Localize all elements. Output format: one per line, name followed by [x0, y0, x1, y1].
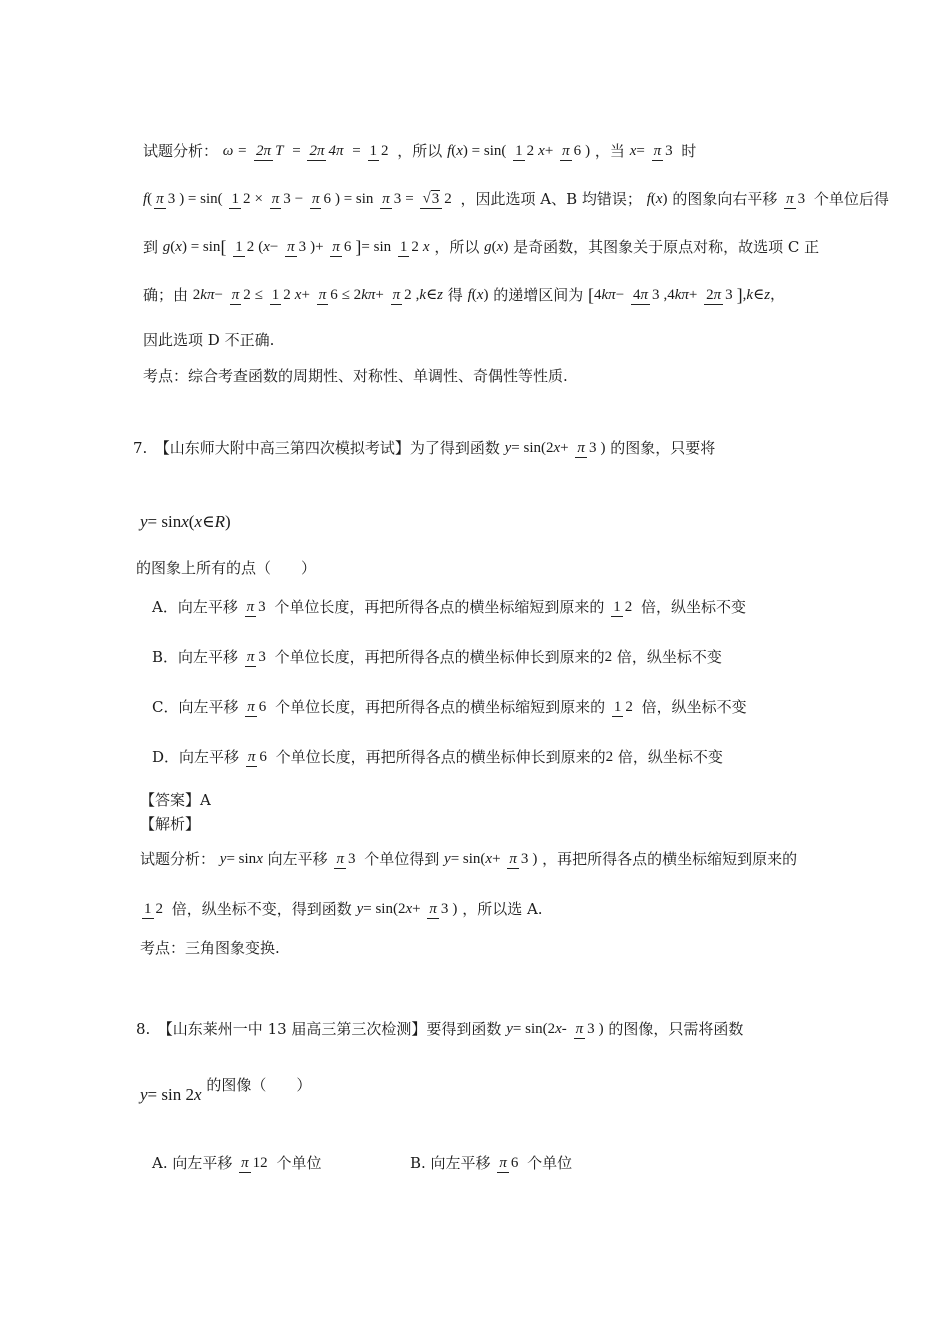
- analysis-line-2: f( π 3 ) = sin( 1 2 × π 3 − π 6 ) = sin π 3 = √3 2 ，因此选项 A、B 均错误； f(x) 的图象向右平移 π 3 个单位后得: [143, 190, 889, 208]
- q8-option-a[interactable]: A. 向左平移 π 12 个单位: [152, 1154, 322, 1172]
- analysis-line-5: 因此选项 D 不正确.: [143, 331, 275, 349]
- q7-answer: 【答案】A: [140, 791, 211, 809]
- q7-option-c[interactable]: C．向左平移 π 6 个单位长度，再把所得各点的横坐标缩短到原来的 1 2 倍，纵坐标不变: [152, 698, 747, 716]
- q7-jiexi-heading: 【解析】: [140, 815, 201, 833]
- q7-source-function: y= sinx(x∈R): [140, 511, 231, 531]
- q8-option-b[interactable]: B. 向左平移 π 6 个单位: [410, 1154, 573, 1172]
- frac-2pi-4pi: 2π 4π: [309, 142, 344, 160]
- formula-omega: ω =: [222, 143, 248, 159]
- analysis-kaodian: 考点：综合考查函数的周期性、对称性、单调性、奇偶性等性质.: [143, 367, 568, 385]
- label-analysis: 试题分析：: [143, 142, 219, 160]
- analysis-line-4: 确；由 2kπ− π 2 ≤ 1 2 x+ π 6 ≤ 2kπ+ π 2 ,k∈z 得 f(x) 的递增区间为 [4kπ− 4π 3 ,4kπ+ 2π 3 ],k∈z，: [143, 285, 786, 305]
- q7-stem-tail: 的图象上所有的点（ ）: [136, 559, 317, 577]
- q7-analysis-line-2: 1 2 倍，纵坐标不变，得到函数 y= sin(2x+ π 3 ) ，所以选 A.: [144, 900, 543, 918]
- q7-option-a[interactable]: A．向左平移 π 3 个单位长度，再把所得各点的横坐标缩短到原来的 1 2 倍，纵坐标不变: [152, 598, 747, 616]
- q7-stem: 7. 【山东师大附中高三第四次模拟考试】为了得到函数 y= sin(2x+ π 3 ) 的图象，只要将: [133, 439, 716, 457]
- q7-kaodian: 考点：三角图象变换.: [140, 939, 280, 957]
- frac-1-2: 1 2: [369, 142, 389, 160]
- frac-2pi-T: 2π T: [256, 142, 284, 160]
- analysis-line-1: 试题分析： ω = 2π T = 2π 4π = 1 2 ，所以 f(x) = sin( 1 2 x+ π 6 ) ，当 x= π 3 时: [143, 142, 697, 160]
- q7-option-d[interactable]: D．向左平移 π 6 个单位长度，再把所得各点的横坐标伸长到原来的2 倍，纵坐标不变: [152, 748, 723, 766]
- analysis-line-3: 到 g(x) = sin[ 1 2 (x− π 3 )+ π 6 ]= sin 1 2 x ，所以 g(x) 是奇函数，其图象关于原点对称，故选项 C 正: [143, 237, 820, 257]
- q8-stem: 8. 【山东莱州一中 13 届高三第三次检测】要得到函数 y= sin(2x- π 3 ) 的图像，只需将函数: [136, 1020, 744, 1038]
- q7-analysis-line-1: 试题分析： y= sinx 向左平移 π 3 个单位得到 y= sin(x+ π 3 ) ，再把所得各点的横坐标缩短到原来的: [140, 850, 798, 868]
- q7-option-b[interactable]: B．向左平移 π 3 个单位长度，再把所得各点的横坐标伸长到原来的2 倍，纵坐标不变: [152, 648, 722, 666]
- q8-source-function: y= sin 2x 的图像（ ）: [140, 1076, 312, 1104]
